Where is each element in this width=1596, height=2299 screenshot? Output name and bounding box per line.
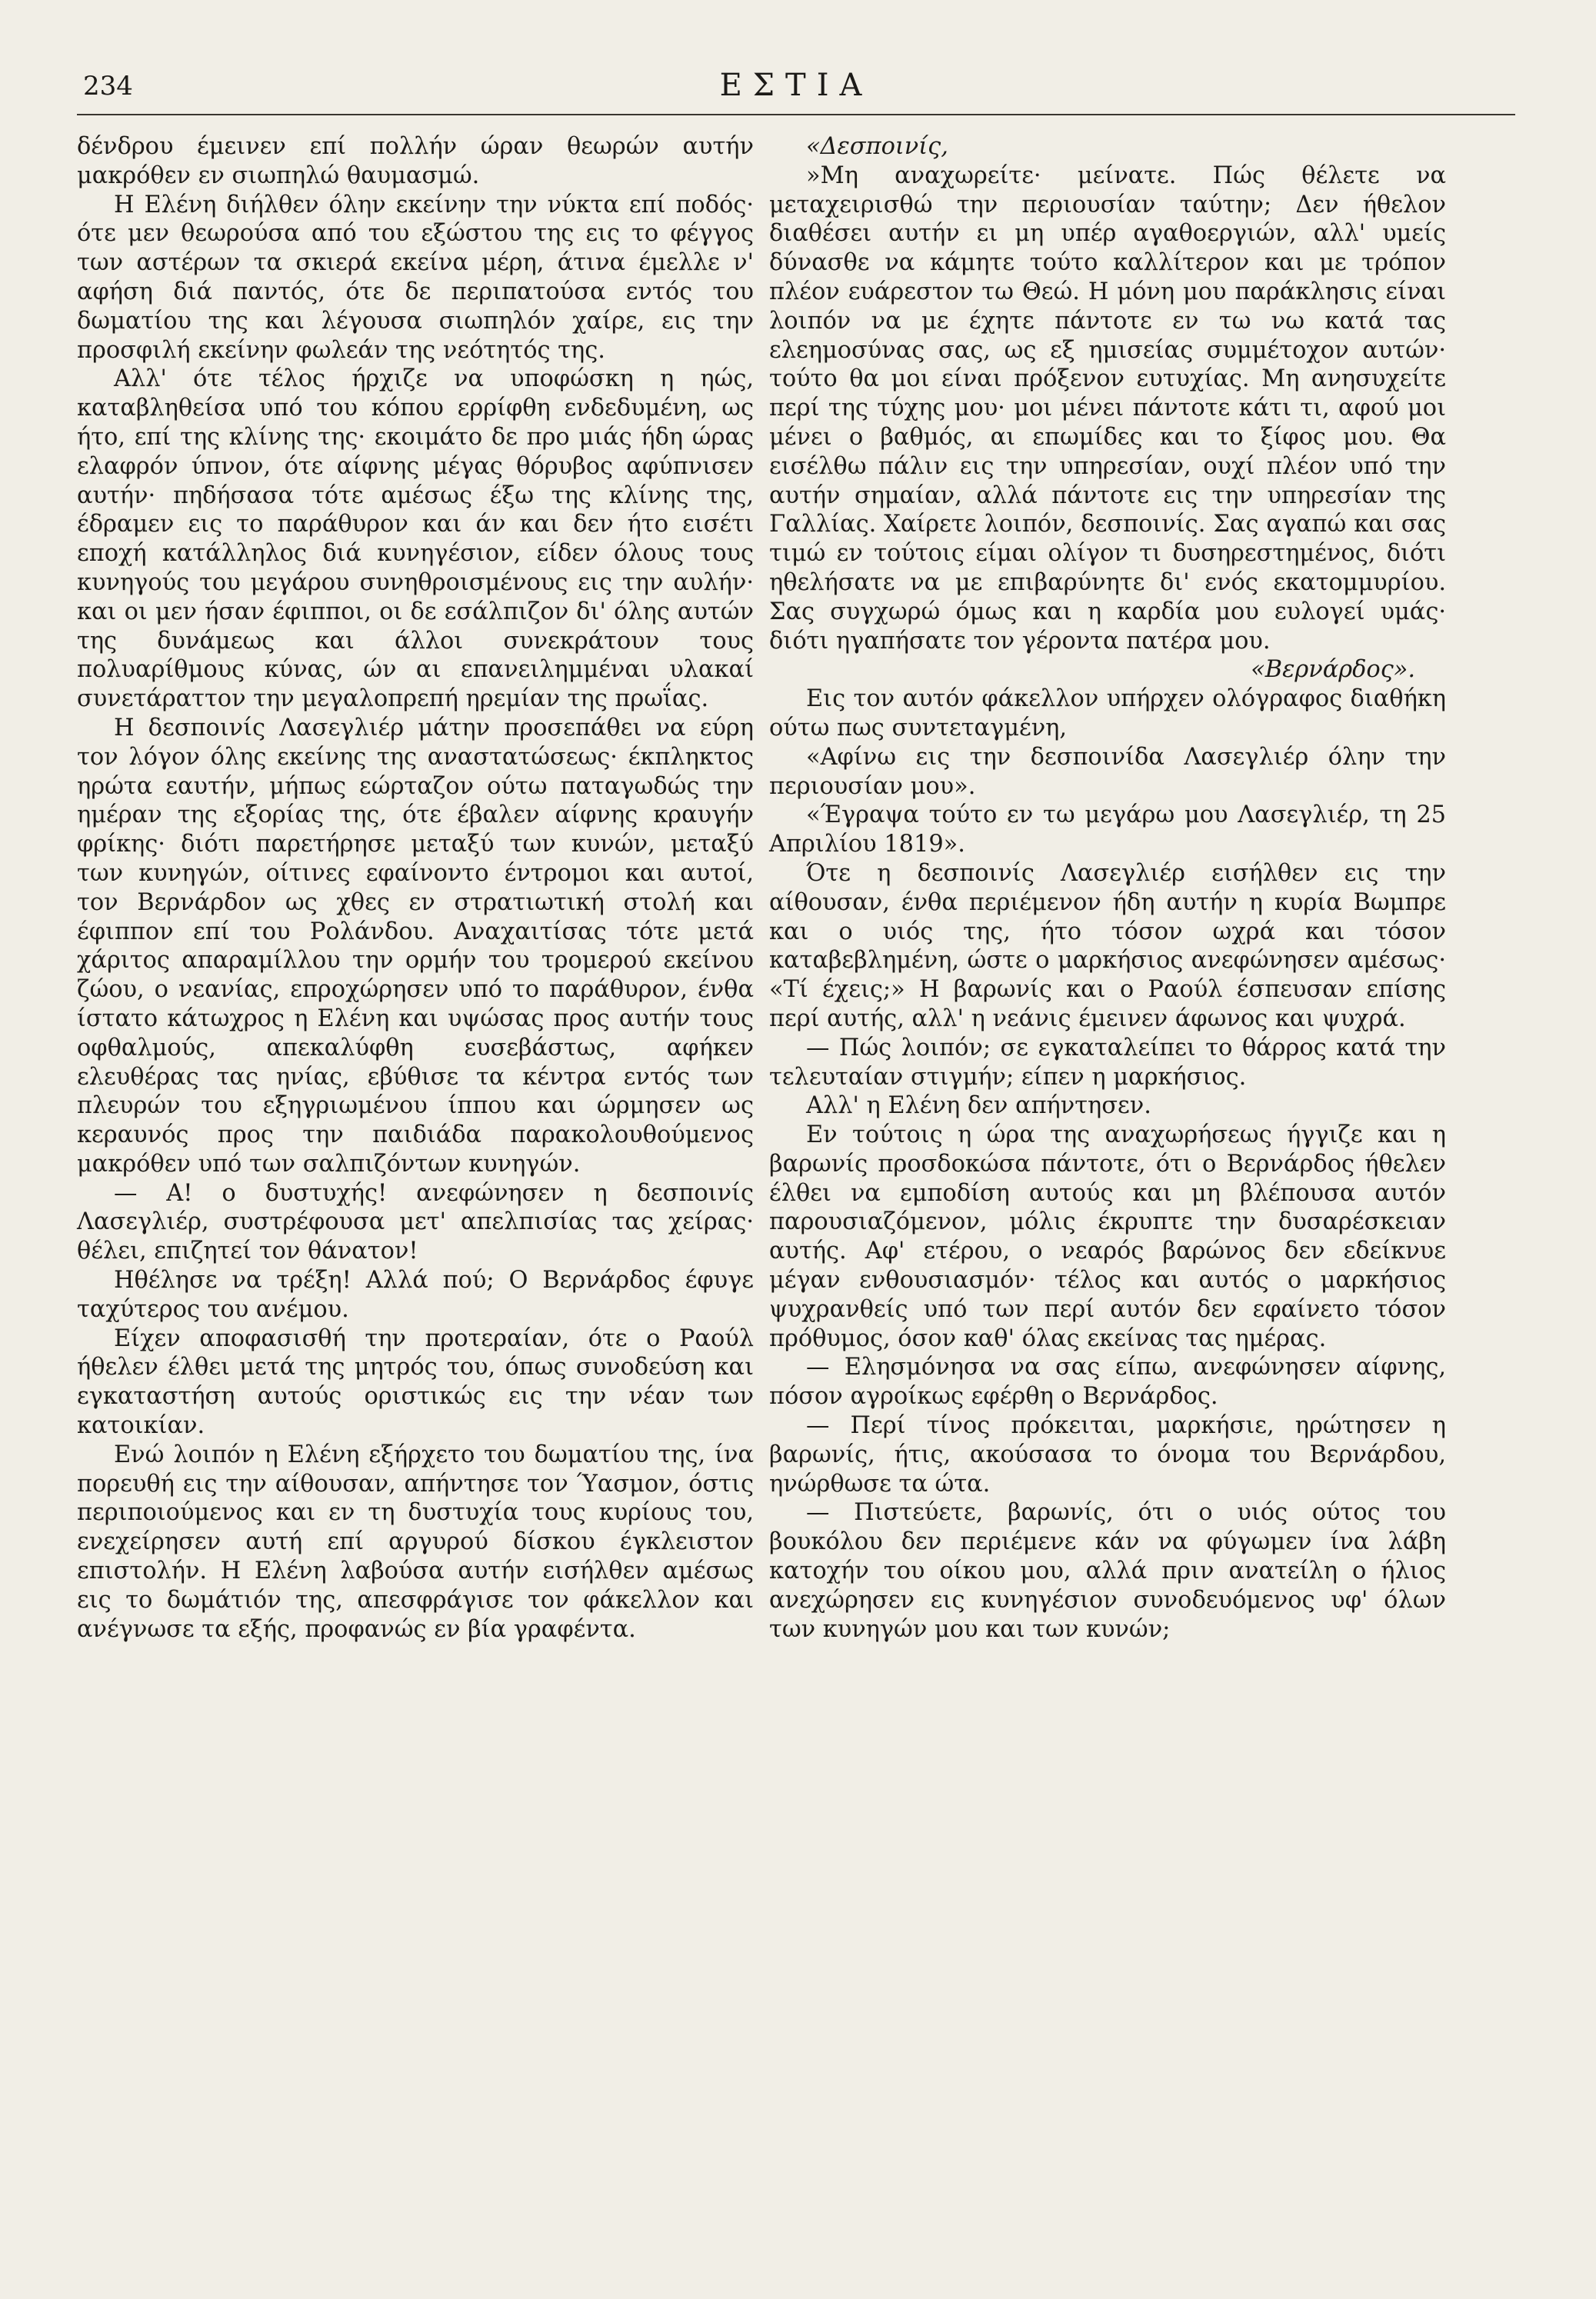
- paragraph: Η δεσποινίς Λασεγλιέρ μάτην προσεπάθει να εύρη τον λόγον όλης εκείνης της αναστατώσεως· έκπληκτος ηρώτα εαυτήν, μήπως εώρταζον ούτω παταγωδώς την ημέραν της εξορίας της, ότε έβαλεν αίφνης κραυγήν φρίκης· διότι παρετήρησε μεταξύ των κυνών, μεταξύ των κυνηγών, οίτινες εφαίνοντο έντρομοι και αυτοί, τον Βερνάρδον ως χθες εν στρατιωτική στολή και έφιππον επί του Ρολάνδου. Αναχαιτίσας τότε μετά χάριτος απαραμίλλου την ορμήν του τρομερού εκείνου ζώου, ο νεανίας, επροχώρησεν υπό το παράθυρον, ένθα ίστατο κάτωχρος η Ελένη και υψώσας προς αυτήν τους οφθαλμούς, απεκαλύφθη ευσεβάστως, αφήκεν ελευθέρας τας ηνίας, εβύθισε τα κέντρα εντός των πλευρών του εξηγριωμένου ίππου και ώρμησεν ως κεραυνός προς την παιδιάδα παρακολουθούμενος μακρόθεν υπό των σαλπιζόντων κυνηγών.: [77, 714, 754, 1178]
- paragraph: Εν τούτοις η ώρα της αναχωρήσεως ήγγιζε και η βαρωνίς προσδοκώσα πάντοτε, ότι ο Βερνάρδος ήθελεν έλθει να εμποδίση αυτούς και μη βλέπουσα αυτόν παρουσιαζόμενον, μόλις έκρυπτε την δυσαρέσκειαν αυτής. Αφ' ετέρου, ο νεαρός βαρώνος δεν εδείκνυε μέγαν ενθουσιασμόν· τέλος και αυτός ο μαρκήσιος ψυχρανθείς υπό των περί αυτόν δεν εφαίνετο τόσον πρόθυμος, όσον καθ' όλας εκείνας τας ημέρας.: [769, 1121, 1446, 1352]
- page-header: [77, 62, 1515, 115]
- paragraph: Είχεν αποφασισθή την προτεραίαν, ότε ο Ραούλ ήθελεν έλθει μετά της μητρός του, όπως συνοδεύση και εγκαταστήση αυτούς οριστικώς εις την νέαν των κατοικίαν.: [77, 1324, 754, 1440]
- paragraph: Εις τον αυτόν φάκελλον υπήρχεν ολόγραφος διαθήκη ούτω πως συντεταγμένη,: [769, 685, 1446, 741]
- paragraph: — Ελησμόνησα να σας είπω, ανεφώνησεν αίφνης, πόσον αγροίκως εφέρθη ο Βερνάρδος.: [769, 1354, 1446, 1411]
- paragraph: Ηθέλησε να τρέξη! Αλλά πού; Ο Βερνάρδος έφυγε ταχύτερος του ανέμου.: [77, 1267, 754, 1323]
- paragraph: — Περί τίνος πρόκειται, μαρκήσιε, ηρώτησεν η βαρωνίς, ήτις, ακούσασα το όνομα του Βερνάρδου, ηνώρθωσε τα ώτα.: [769, 1412, 1446, 1498]
- paragraph: Ότε η δεσποινίς Λασεγλιέρ εισήλθεν εις την αίθουσαν, ένθα περιέμενον ήδη αυτήν η κυρία Βωμπρε και ο υιός της, ήτο τόσον ωχρά και τόσον καταβεβλημένη, ώστε ο μαρκήσιος ανεφώνησεν αμέσως· «Τί έχεις;» Η βαρωνίς και ο Ραούλ έσπευσαν επίσης περί αυτής, αλλ' η νεάνις έμεινεν άφωνος και ψυχρά.: [769, 859, 1446, 1032]
- paragraph: — Πιστεύετε, βαρωνίς, ότι ο υιός ούτος του βουκόλου δεν περιέμενε κάν να φύγωμεν ίνα λάβη κατοχήν του οίκου μου, αλλά πριν ανατείλη ο ήλιος ανεχώρησεν εις κυνηγέσιον συνοδευόμενος υφ' όλων των κυνηγών μου και των κυνών;: [769, 1499, 1446, 1643]
- running-title: ΕΣΤΙΑ: [719, 68, 873, 103]
- paragraph: Ενώ λοιπόν η Ελένη εξήρχετο του δωματίου της, ίνα πορευθή εις την αίθουσαν, απήντησε τον Ύασμον, όστις περιποιούμενος και εν τη δυστυχία τους κυρίους του, ενεχείρησεν αυτή επί αργυρού δίσκου έγκλειστον επιστολήν. Η Ελένη λαβούσα αυτήν εισήλθεν αμέσως εις το δωμάτιόν της, απεσφράγισε τον φάκελλον και ανέγνωσε τα εξής, προφανώς εν βία γραφέντα.: [77, 1441, 754, 1643]
- paragraph: Αλλ' ότε τέλος ήρχιζε να υποφώσκη η ηώς, καταβληθείσα υπό του κόπου ερρίφθη ενδεδυμένη, ως ήτο, επί της κλίνης της· εκοιμάτο δε προ μιάς ήδη ώρας ελαφρόν ύπνον, ότε αίφνης μέγας θόρυβος αφύπνισεν αυτήν· πηδήσασα τότε αμέσως έξω της κλίνης της, έδραμεν εις το παράθυρον και άν και δεν ήτο εισέτι εποχή κατάλληλος διά κυνηγέσιον, είδεν όλους τους κυνηγούς του μεγάρου συνηθροισμένους εις την αυλήν· και οι μεν ήσαν έφιπποι, οι δε εσάλπιζον δι' όλης αυτών της δυνάμεως και άλλοι συνεκράτουν τους πολυαρίθμους κύνας, ών αι επανειλημμέναι υλακαί συνετάραττον την μεγαλοπρεπή ηρεμίαν της πρωΐας.: [77, 365, 754, 713]
- letter-salutation: «Δεσποινίς,: [806, 133, 948, 160]
- will-date: «Έγραψα τούτο εν τω μεγάρω μου Λασεγλιέρ, τη 25 Απριλίου 1819».: [769, 801, 1446, 858]
- paragraph: δένδρου έμεινεν επί πολλήν ώραν θεωρών αυτήν μακρόθεν εν σιωπηλώ θαυμασμώ.: [77, 133, 754, 189]
- header-rule: [77, 114, 1515, 115]
- page-number: 234: [83, 71, 133, 102]
- will-text: «Αφίνω εις την δεσποινίδα Λασεγλιέρ όλην την περιουσίαν μου».: [769, 743, 1446, 800]
- right-column: [769, 132, 1446, 1644]
- paragraph: — Α! ο δυστυχής! ανεφώνησεν η δεσποινίς Λασεγλιέρ, συστρέφουσα μετ' απελπισίας τας χείρας· θέλει, επιζητεί τον θάνατον!: [77, 1179, 754, 1265]
- letter-body: »Μη αναχωρείτε· μείνατε. Πώς θέλετε να μεταχειρισθώ την περιουσίαν ταύτην; Δεν ήθελον διαθέσει αυτήν ει μη υπέρ αγαθοεργιών, αλλ' υμείς δύνασθε να κάμητε τούτο καλλίτερον και με τρόπον πλέον ευάρεστον τω Θεώ. Η μόνη μου παράκλησις είναι λοιπόν να με έχητε πάντοτε εν τω νω κατά τας ελεημοσύνας σας, ως εξ ημισείας συμμέτοχον αυτών· τούτο θα μοι είναι πρόξενον ευτυχίας. Μη ανησυχείτε περί της τύχης μου· μοι μένει πάντοτε κάτι τι, αφού μοι μένει ο βαθμός, αι επωμίδες και το ξίφος μου. Θα εισέλθω πάλιν εις την υπηρεσίαν, ουχί πλέον υπό την αυτήν σημαίαν, αλλά πάντοτε εις την υπηρεσίαν της Γαλλίας. Χαίρετε λοιπόν, δεσποινίς. Σας αγαπώ και σας τιμώ εν τούτοις είμαι ολίγον τι δυσηρεστημένος, διότι ηθελήσατε να με επιβαρύνητε δι' ενός εκατομμυρίου. Σας συγχωρώ όμως και η καρδία μου ευλογεί υμάς· διότι ηγαπήσατε τον γέροντα πατέρα μου.: [769, 162, 1446, 655]
- left-column: [77, 132, 754, 1644]
- paragraph: Αλλ' η Ελένη δεν απήντησεν.: [806, 1092, 1151, 1120]
- letter-signature: «Βερνάρδος».: [1251, 656, 1415, 684]
- paragraph: Η Ελένη διήλθεν όλην εκείνην την νύκτα επί ποδός· ότε μεν θεωρούσα από του εξώστου της εις το φέγγος των αστέρων τα σκιερά εκείνα μέρη, άτινα έμελλε ν' αφήση διά παντός, ότε δε περιπατούσα εντός του δωματίου της και λέγουσα σιωπηλόν χαίρε, εις την προσφιλή εκείνην φωλεάν της νεότητός της.: [77, 191, 754, 364]
- paragraph: — Πώς λοιπόν; σε εγκαταλείπει το θάρρος κατά την τελευταίαν στιγμήν; είπεν η μαρκήσιος.: [769, 1034, 1446, 1091]
